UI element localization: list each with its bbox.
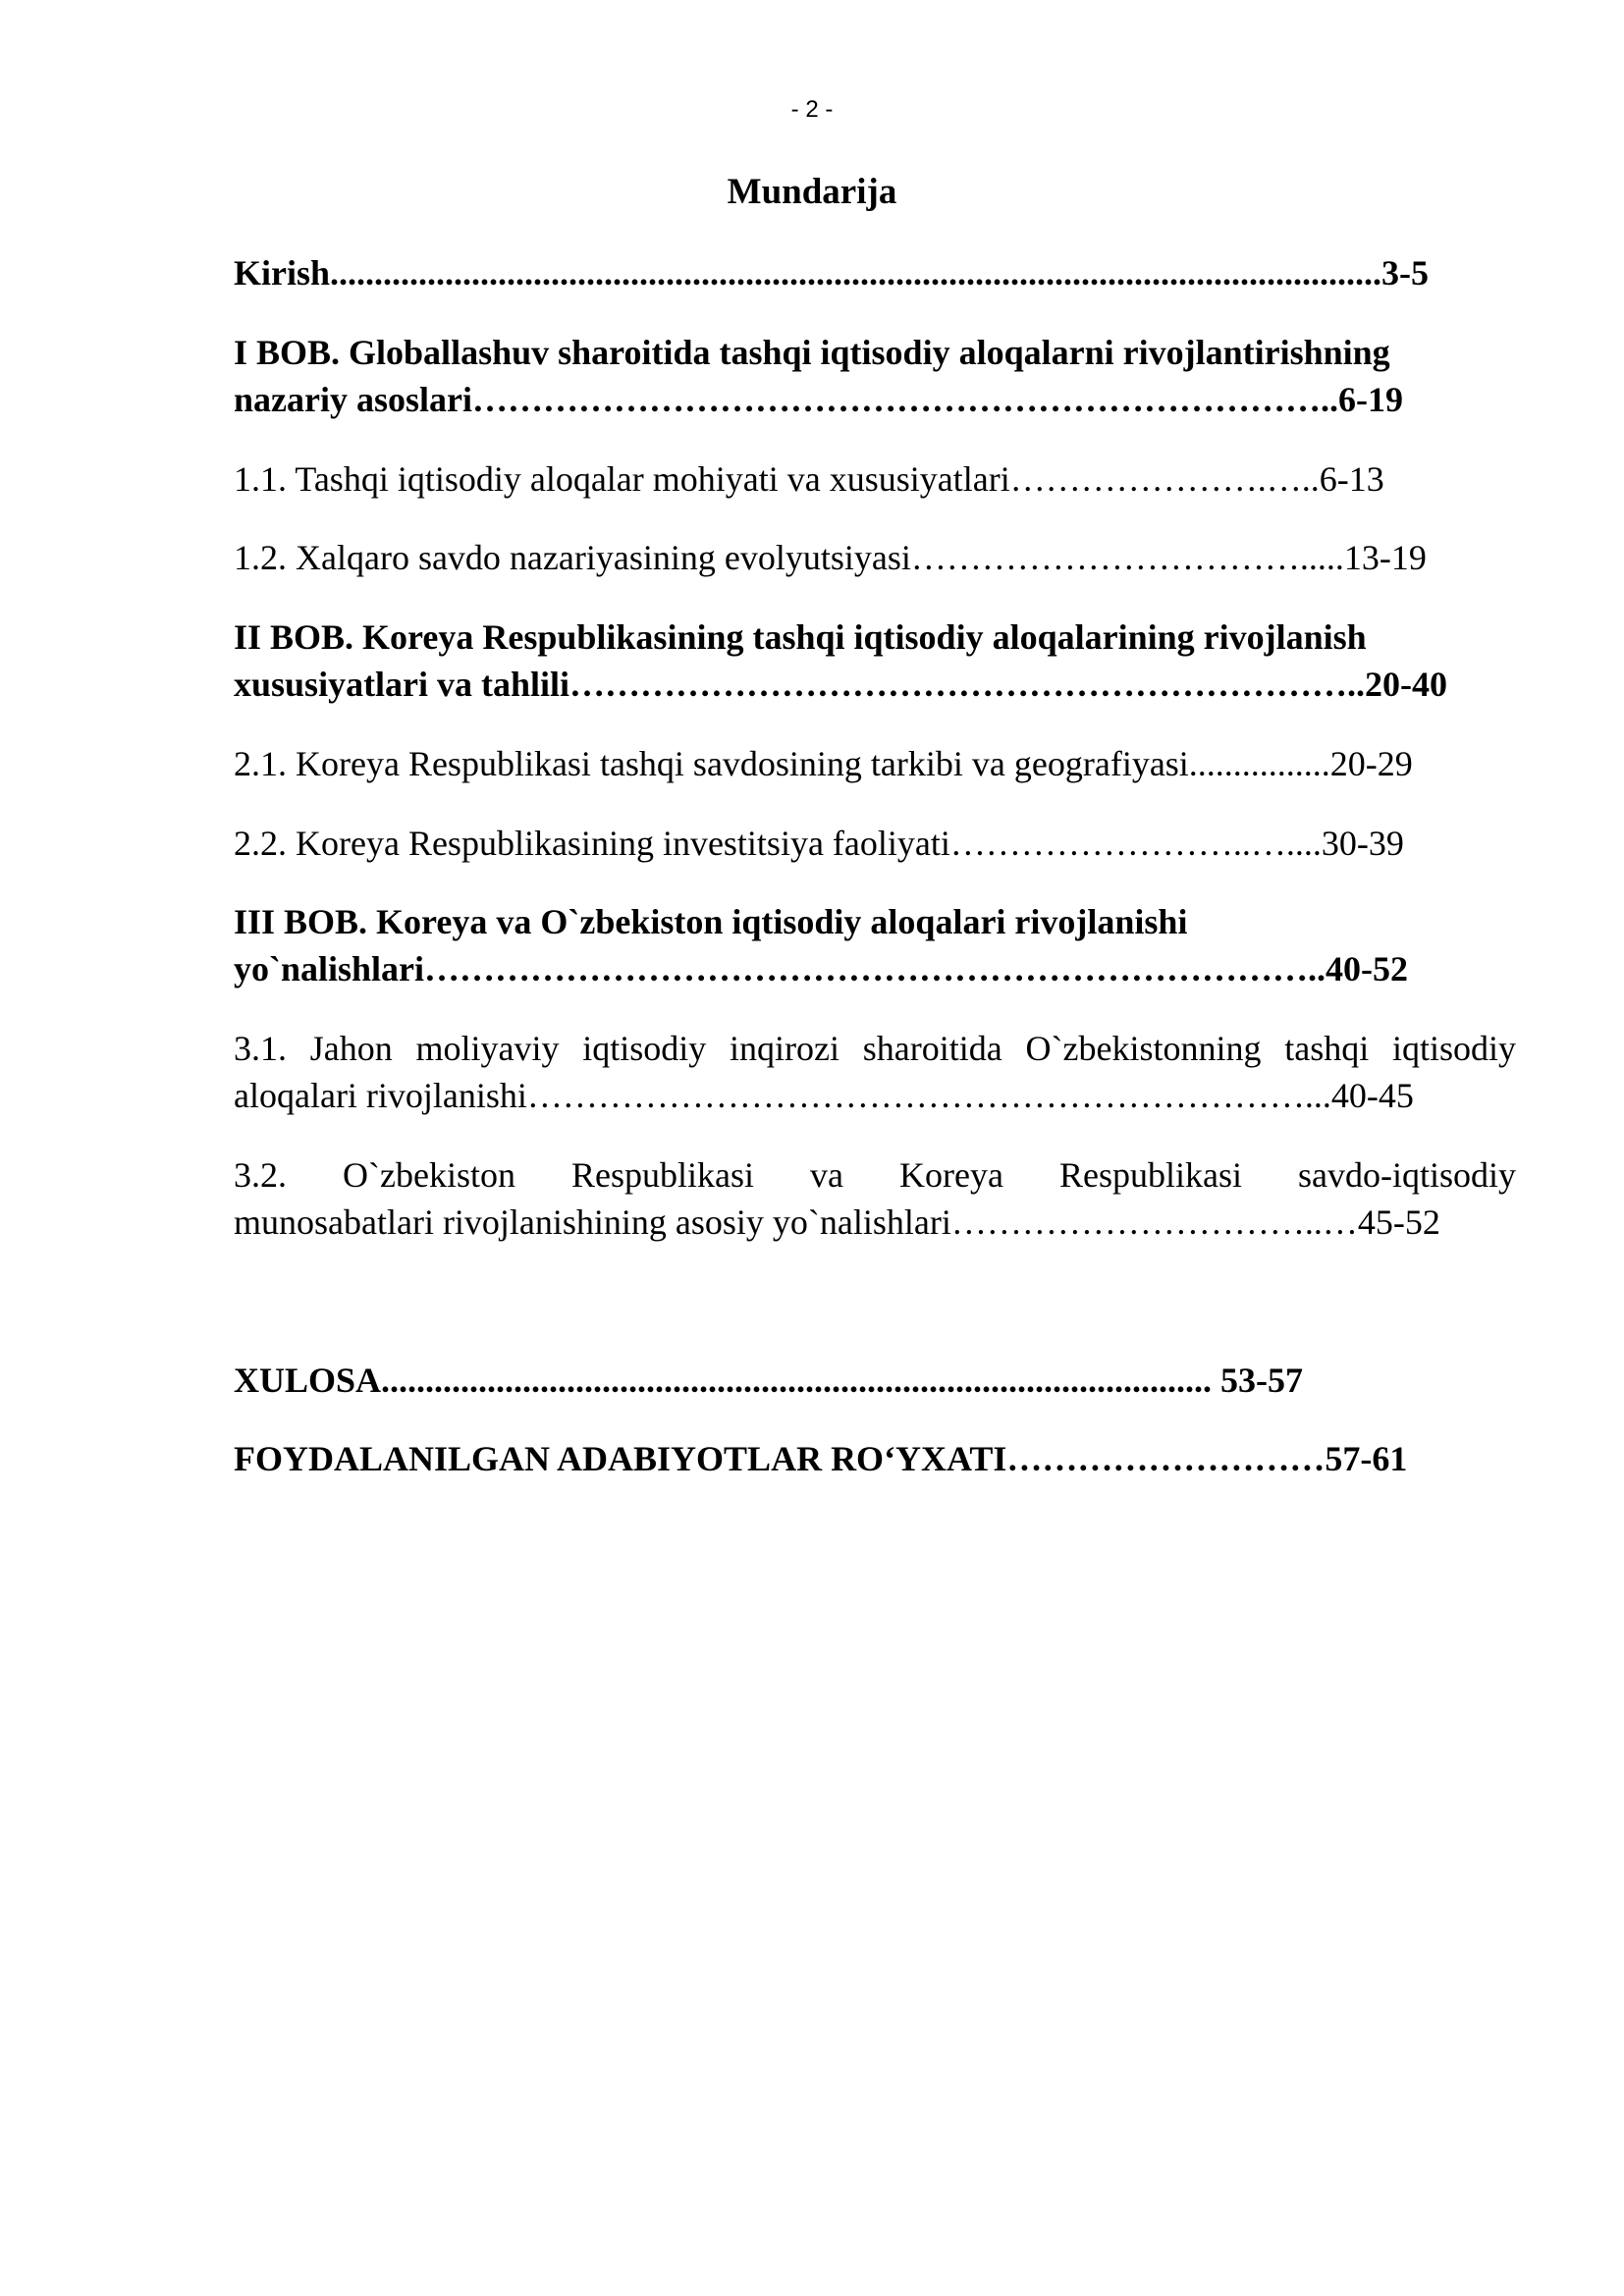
toc-entry-bob2-title-cont: xususiyatlari va tahlili…………………………………………………………..20-40 (234, 665, 1448, 704)
toc-entry-3-2-cont: munosabatlari rivojlanishining asosiy yo`nalishlari…………………………..…45-52 (234, 1202, 1440, 1242)
toc-entry-bob1-title: I BOB. Globallashuv sharoitida tashqi iqtisodiy aloqalarni rivojlantirishning (234, 333, 1390, 372)
page-number: - 2 - (790, 96, 834, 123)
toc-entry-kirish: Kirish.......................................................................................................................3-5 (234, 253, 1430, 293)
page-title: Mundarija (727, 172, 897, 212)
toc-entry-2-1: 2.1. Koreya Respublikasi tashqi savdosining tarkibi va geografiyasi................20-29 (234, 744, 1413, 783)
toc-entry-3-1: 3.1. Jahon moliyaviy iqtisodiy inqirozi sharoitida O`zbekistonning tashqi iqtisodiy (234, 1029, 1516, 1068)
toc-entry-1-2: 1.2. Xalqaro savdo nazariyasining evolyutsiyasi…………………………….....13-19 (234, 538, 1427, 577)
toc-entry-2-2: 2.2. Koreya Respublikasining investitsiya faoliyati……………………..…....30-39 (234, 824, 1404, 863)
toc-entry-xulosa: XULOSA.............................................................................................. 53-57 (234, 1361, 1304, 1400)
toc-entry-3-2: 3.2. O`zbekiston Respublikasi va Koreya Respublikasi savdo-iqtisodiy (234, 1155, 1516, 1195)
toc-entry-bob1-text: nazariy asoslari………………………………………………………………..6-19 (234, 380, 1403, 419)
toc-entry-bob2-title: II BOB. Koreya Respublikasining tashqi iqtisodiy aloqalarining rivojlanish (234, 617, 1367, 657)
toc-entry-adabiyotlar: FOYDALANILGAN ADABIYOTLAR RO‘YXATI………………………57-61 (234, 1439, 1408, 1478)
toc-entry-3-1-cont: aloqalari rivojlanishi…………………………………………………………...40-45 (234, 1076, 1414, 1115)
toc-entry-bob3-title-cont: yo`nalishlari…………………………………………………………………..40-52 (234, 949, 1409, 988)
toc-entry-bob3-title: III BOB. Koreya va O`zbekiston iqtisodiy aloqalari rivojlanishi (234, 902, 1188, 941)
toc-entry-1-1: 1.1. Tashqi iqtisodiy aloqalar mohiyati va xususiyatlari………………….…..6-13 (234, 459, 1384, 499)
toc-entry-bob1-title-cont (234, 376, 1403, 423)
